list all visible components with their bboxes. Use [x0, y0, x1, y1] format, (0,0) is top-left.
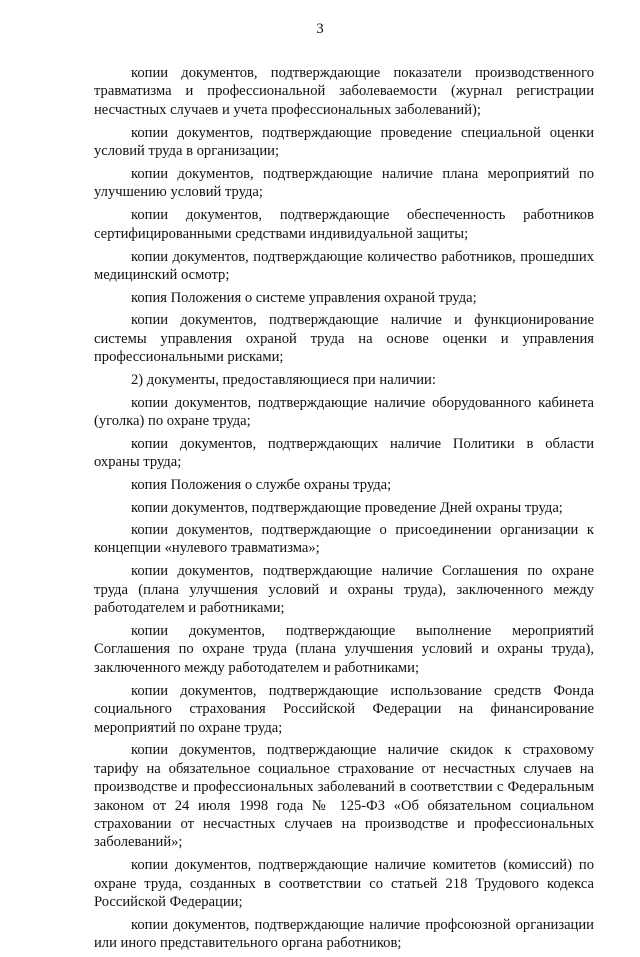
paragraph: копии документов, подтверждающие наличие Соглашения по охране труда (плана улучшения условий и охраны труда), заключенного между работодателем и работниками;	[94, 563, 594, 617]
paragraph: копии документов, подтверждающие проведение специальной оценки условий труда в организации;	[94, 124, 594, 160]
list-heading: 2) документы, предоставляющиеся при наличии:	[131, 372, 436, 389]
paragraph: копии документов, подтверждающих наличие Политики в области охраны труда;	[94, 435, 594, 471]
page-number: 3	[316, 21, 324, 37]
paragraph: копии документов, подтверждающие использование средств Фонда социального страхования Российской Федерации на финансирование мероприятий по охране труда;	[94, 682, 594, 736]
paragraph: копии документов, подтверждающие наличие и функционирование системы управления охраной труда на основе оценки и управления профессиональными рисками;	[94, 312, 594, 366]
paragraph: копии документов, подтверждающие выполнение мероприятий Соглашения по охране труда (плана улучшения условий и охраны труда), заключенного между работодателем и работниками;	[94, 622, 594, 676]
paragraph: копии документов, подтверждающие количество работников, прошедших медицинский осмотр;	[94, 248, 594, 284]
paragraph: копии документов, подтверждающие обеспеченность работников сертифицированными средствами индивидуальной защиты;	[94, 207, 594, 242]
paragraph: копии документов, подтверждающие наличие оборудованного кабинета (уголка) по охране труда;	[94, 394, 594, 429]
paragraph: копии документов, подтверждающие о присоединении организации к концепции «нулевого травматизма»;	[94, 521, 594, 557]
paragraph: копии документов, подтверждающие наличие плана мероприятий по улучшению условий труда;	[94, 166, 594, 201]
paragraph: копии документов, подтверждающие наличие комитетов (комиссий) по охране труда, созданных в соответствии со статьей 218 Трудового кодекса Российской Федерации;	[94, 857, 594, 911]
paragraph: копии документов, подтверждающие проведение Дней охраны труда;	[131, 499, 563, 516]
document-body	[94, 64, 594, 957]
paragraph: копии документов, подтверждающие наличие скидок к страховому тарифу на обязательное социальное страхование от несчастных случаев на производстве и профессиональных заболеваний в соответствии с Федеральным законом от 24 июля 1998 года № 125-ФЗ «Об обязательном социальном страховании от несчастных случаев на производстве и профессиональных заболеваний»;	[94, 742, 594, 851]
paragraph: копия Положения о службе охраны труда;	[131, 477, 392, 494]
paragraph: копии документов, подтверждающие показатели производственного травматизма и профессиональной заболеваемости (журнал регистрации несчастных случаев и учета профессиональных заболеваний);	[94, 65, 594, 118]
paragraph: копия Положения о системе управления охраной труда;	[131, 289, 477, 306]
paragraph: копии документов, подтверждающие наличие профсоюзной организации или иного представительного органа работников;	[94, 917, 594, 952]
